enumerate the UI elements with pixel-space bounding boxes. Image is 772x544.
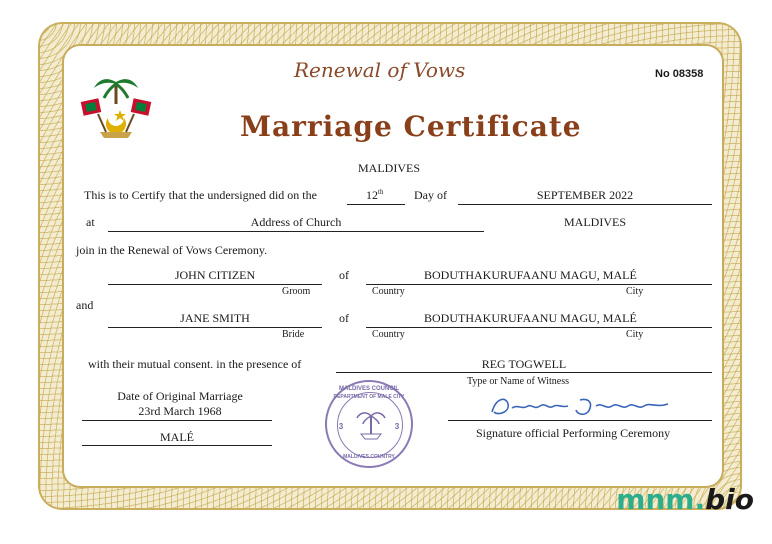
groom-address: BODUTHAKURUFAANU MAGU, MALÉ bbox=[424, 268, 637, 282]
certificate-subtitle: Renewal of Vows bbox=[294, 58, 466, 82]
location-country: MALDIVES bbox=[564, 215, 626, 229]
bride-city-label: City bbox=[626, 329, 644, 340]
join-text: join in the Renewal of Vows Ceremony. bbox=[76, 243, 268, 257]
bride-country-label: Country bbox=[372, 329, 405, 340]
seal-bottom-text: MALDIVES COUNTRY bbox=[343, 454, 395, 460]
seal-top-text: MALDIVES COUNCIL bbox=[339, 386, 399, 392]
signature-label: Signature official Performing Ceremony bbox=[476, 426, 671, 440]
church-address: Address of Church bbox=[250, 215, 342, 229]
seal-number-right: 3 bbox=[394, 422, 400, 431]
bride-address: BODUTHAKURUFAANU MAGU, MALÉ bbox=[424, 311, 637, 325]
site-watermark: mnm.bio bbox=[616, 483, 754, 516]
bride-of-label: of bbox=[339, 311, 349, 325]
seal-mid-text: DEPARTMENT OF MALE CITY bbox=[333, 394, 405, 400]
original-place: MALÉ bbox=[160, 430, 194, 444]
month-year-value: SEPTEMBER 2022 bbox=[536, 188, 634, 202]
original-date-label: Date of Original Marriage bbox=[117, 389, 243, 403]
original-date: 23rd March 1968 bbox=[138, 404, 222, 418]
at-label: at bbox=[86, 215, 95, 229]
seal-number-left: 3 bbox=[338, 422, 344, 431]
bride-label: Bride bbox=[282, 329, 305, 340]
groom-of-label: of bbox=[339, 268, 349, 282]
certify-text: This is to Certify that the undersigned did on the bbox=[84, 188, 317, 202]
certificate-title: Marriage Certificate bbox=[240, 110, 582, 143]
witness-name: REG TOGWELL bbox=[481, 357, 567, 371]
groom-label: Groom bbox=[282, 286, 311, 297]
day-label: Day of bbox=[414, 188, 447, 202]
and-label: and bbox=[76, 298, 94, 312]
day-value: 12th bbox=[366, 188, 384, 202]
country-heading: MALDIVES bbox=[358, 161, 420, 175]
maldives-emblem-icon bbox=[80, 74, 152, 148]
groom-country-label: Country bbox=[372, 286, 405, 297]
bride-name: JANE SMITH bbox=[180, 311, 250, 325]
certificate-number: No 08358 bbox=[655, 68, 704, 80]
council-seal bbox=[325, 380, 413, 468]
groom-city-label: City bbox=[626, 286, 644, 297]
witness-label: Type or Name of Witness bbox=[467, 376, 570, 387]
official-signature-image bbox=[488, 392, 678, 420]
seal-palm-icon bbox=[355, 406, 387, 442]
consent-text: with their mutual consent. in the presence of bbox=[88, 357, 302, 371]
groom-name: JOHN CITIZEN bbox=[174, 268, 256, 282]
